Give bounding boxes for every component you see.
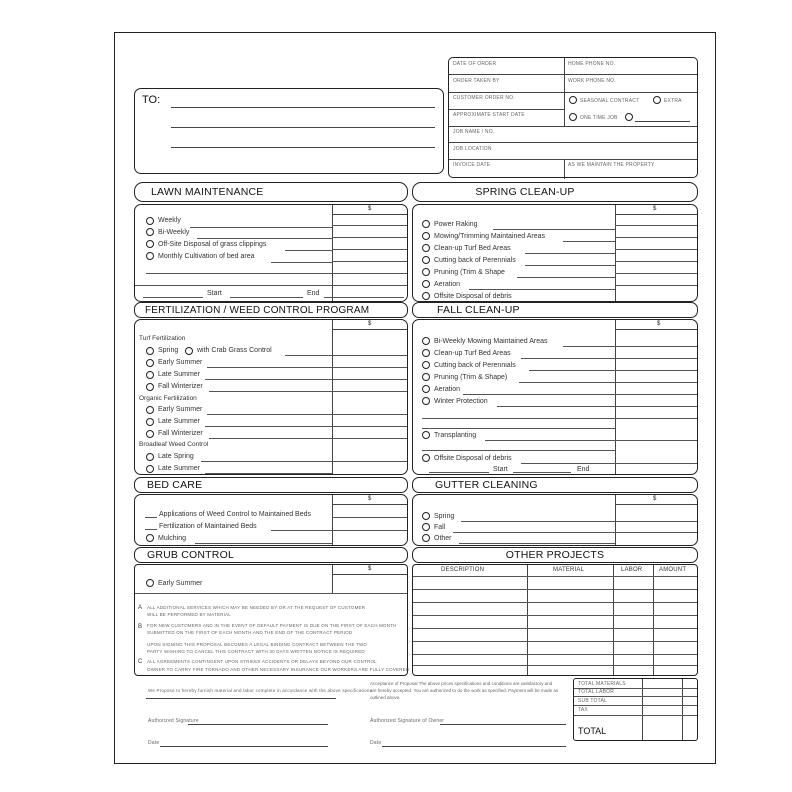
fertilization-title: FERTILIZATION / WEED CONTROL PROGRAM [145,304,370,316]
broadleaf-label: Broadleaf Weed Control [139,441,209,448]
organic-fall-label: Fall Winterizer [158,430,203,437]
bed-care-header [134,477,408,493]
term-c-line-1: ALL AGREEMENTS CONTINGENT UPON STRIKES ACCIDENTS OR DELAYS BEYOND OUR CONTROL [147,659,377,664]
fall-start-label: Start [493,466,508,473]
spring-item-6-checkbox[interactable] [422,292,430,300]
term-b-line-2: SUBMITTED ON THE FIRST OF EACH MONTH AND THE END OF THE CONTRACT PERIOD [147,630,353,635]
term-a-marker: A [138,605,143,611]
owner-signature-label: Authorized Signature of Owner [370,718,445,724]
grub-early-summer-label: Early Summer [158,580,203,587]
lawn-currency: $ [368,206,372,212]
fall-item-3-label: Pruning (Trim & Shape) [434,374,508,381]
col-description: DESCRIPTION [441,567,485,573]
seasonal-contract-label: SEASONAL CONTRACT [580,98,640,104]
customer-order-label: CUSTOMER ORDER NO. [453,95,515,101]
fall-offsite-label: Offsite Disposal of debris [434,455,512,462]
organic-early-summer-checkbox[interactable] [146,406,154,414]
organic-fert-label: Organic Fertilization [139,395,197,402]
spring-cleanup-box [412,204,698,302]
spring-item-5-checkbox[interactable] [422,280,430,288]
lawn-maintenance-header [134,182,408,202]
organic-late-summer-checkbox[interactable] [146,418,154,426]
spring-cleanup-header [412,182,698,202]
job-location-label: JOB LOCATION [453,146,492,152]
spring-item-0-label: Power Raking [434,221,478,228]
total-label: TOTAL [578,726,607,736]
extra-label: EXTRA [664,98,682,104]
seasonal-contract-checkbox[interactable] [569,96,577,104]
offsite-disposal-label: Off-Site Disposal of grass clippings [158,241,267,248]
one-time-job-checkbox-2[interactable] [625,113,633,121]
spring-item-3-checkbox[interactable] [422,256,430,264]
fall-currency: $ [657,321,661,327]
mulching-checkbox[interactable] [146,534,154,542]
grub-header [134,547,408,563]
term-c-line-2: OWNER TO CARRY FIRE TORNADO AND OTHER NECESSARY INSURANCE OUR WORKERS ARE FULLY COVERED [147,667,410,672]
spring-cleanup-title: SPRING CLEAN-UP [475,186,575,198]
spring-item-6-label: Offsite Disposal of debris [434,293,512,300]
fertilization-box [134,319,408,475]
fert-currency: $ [368,321,372,327]
monthly-cultivation-label: Monthly Cultivation of bed area [158,253,255,260]
grub-box [134,564,408,676]
fall-item-0-checkbox[interactable] [422,337,430,345]
lawn-end-label: End [307,290,320,297]
order-taken-by-label: ORDER TAKEN BY [453,78,500,84]
bed-fert-label: Fertilization of Maintained Beds [159,523,257,530]
fall-item-5-checkbox[interactable] [422,397,430,405]
weekly-label: Weekly [158,217,181,224]
bi-weekly-checkbox[interactable] [146,228,154,236]
gutter-currency: $ [653,496,657,502]
gutter-other-label: Other [434,535,452,542]
spring-fert-label: Spring [158,347,179,354]
turf-fall-label: Fall Winterizer [158,383,203,390]
to-line-2[interactable] [171,127,435,128]
gutter-other-checkbox[interactable] [422,534,430,542]
fall-item-2-checkbox[interactable] [422,361,430,369]
order-info-box [448,57,698,178]
fall-item-4-checkbox[interactable] [422,385,430,393]
bed-currency: $ [368,496,372,502]
owner-signature-line[interactable] [440,724,566,725]
term-b-marker: B [138,624,143,630]
date-label-2: Date [370,740,382,746]
to-line-1[interactable] [171,107,435,108]
date-of-order-label: DATE OF ORDER [453,61,497,67]
col-labor: LABOR [621,567,643,573]
term-b-line-4: PARTY WISHING TO CANCEL THIS CONTRACT WITH 30 DAYS WRITTEN NOTICE IS REQUIRED [147,649,365,654]
work-phone-label: WORK PHONE NO. [568,78,616,84]
organic-fall-checkbox[interactable] [146,430,154,438]
job-name-label: JOB NAME / NO. [453,129,495,135]
organic-late-summer-label: Late Summer [158,418,201,425]
total-materials-label: TOTAL MATERIALS [578,681,626,687]
date-line-1[interactable] [160,746,328,747]
spring-item-4-checkbox[interactable] [422,268,430,276]
gutter-spring-checkbox[interactable] [422,512,430,520]
fall-item-1-label: Clean-up Turf Bed Areas [434,350,511,357]
total-labor-label: TOTAL LABOR [578,689,615,695]
fall-end-label: End [577,466,590,473]
spring-item-2-label: Clean-up Turf Bed Areas [434,245,511,252]
home-phone-label: HOME PHONE NO. [568,61,616,67]
lawn-maintenance-box [134,204,408,302]
spring-currency: $ [653,206,657,212]
acceptance-text: Acceptance of Proposal The above prices specifications and conditions are satisfactory and are hereby accepted. You are authorized to do the work as specified. Payment will be made as outlined above. [370,681,559,700]
broadleaf-late-spring-checkbox[interactable] [146,453,154,461]
term-b-line-3: UPON SIGNING THIS PROPOSAL BECOMES A LEGAL BINDING CONTRACT BETWEEN THE TWO [147,642,368,647]
to-line-3[interactable] [171,147,435,148]
gutter-fall-checkbox[interactable] [422,523,430,531]
fall-item-3-checkbox[interactable] [422,373,430,381]
one-time-job-label: ONE TIME JOB [580,115,618,121]
fall-item-1-checkbox[interactable] [422,349,430,357]
turf-fert-label: Turf Fertilization [139,335,186,342]
extra-checkbox[interactable] [653,96,661,104]
grub-title: GRUB CONTROL [147,549,234,561]
turf-late-summer-checkbox[interactable] [146,371,154,379]
gutter-header [412,477,698,493]
turf-early-summer-label: Early Summer [158,359,203,366]
lawn-maintenance-title: LAWN MAINTENANCE [151,186,264,198]
crab-grass-label: with Crab Grass Control [197,347,272,354]
date-line-2[interactable] [382,746,566,747]
date-label-1: Date [148,740,160,746]
spring-item-2-checkbox[interactable] [422,244,430,252]
maintain-property-label: AS WE MAINTAIN THE PROPERTY [568,162,655,168]
turf-fall-checkbox[interactable] [146,383,154,391]
auth-signature-line[interactable] [188,724,328,725]
term-c-marker: C [138,659,143,665]
other-projects-header [412,547,698,563]
monthly-cultivation-checkbox[interactable] [146,252,154,260]
bed-care-box [134,494,408,546]
start-date-label: APPROXIMATE START DATE [453,112,525,118]
other-projects-title: OTHER PROJECTS [505,549,605,561]
gutter-title: GUTTER CLEANING [435,479,538,491]
offsite-disposal-checkbox[interactable] [146,240,154,248]
grub-early-summer-checkbox[interactable] [146,579,154,587]
grub-currency: $ [368,566,372,572]
invoice-date-label: INVOICE DATE [453,162,491,168]
spring-item-4-label: Pruning (Trim & Shape [434,269,505,276]
fertilization-header [134,302,408,318]
bi-weekly-label: Bi-Weekly [158,229,190,236]
transplanting-checkbox[interactable] [422,431,430,439]
fall-item-4-label: Aeration [434,386,461,393]
gutter-box [412,494,698,546]
fall-item-5-label: Winter Protection [434,398,488,405]
sub-total-label: SUB TOTAL [578,698,608,704]
fall-item-2-label: Cutting back of Perennials [434,362,516,369]
broadleaf-late-summer-checkbox[interactable] [146,465,154,473]
fall-offsite-checkbox[interactable] [422,454,430,462]
crab-grass-checkbox[interactable] [185,347,193,355]
gutter-fall-label: Fall [434,524,446,531]
other-projects-box [412,564,698,676]
bed-weed-label: Applications of Weed Control to Maintained Beds [159,511,312,518]
lawn-start-label: Start [207,290,222,297]
fall-cleanup-box [412,319,698,475]
col-material: MATERIAL [553,567,585,573]
spring-item-1-checkbox[interactable] [422,232,430,240]
auth-signature-label: Authorized Signature [148,718,199,724]
broadleaf-late-summer-label: Late Summer [158,465,201,472]
bed-care-title: BED CARE [147,479,203,491]
fall-cleanup-title: FALL CLEAN-UP [437,304,520,316]
organic-early-summer-label: Early Summer [158,406,203,413]
proposal-note: We Propose to hereby furnish material and labor complete in accordance with the above specifications [148,688,373,693]
weekly-checkbox[interactable] [146,217,154,225]
to-label: TO: [142,94,161,106]
broadleaf-late-spring-label: Late Spring [158,453,194,460]
spring-item-3-label: Cutting back of Perennials [434,257,516,264]
tax-label: TAX [578,707,588,713]
spring-fert-checkbox[interactable] [146,347,154,355]
fall-item-0-label: Bi-Weekly Mowing Maintained Areas [434,338,548,345]
totals-box [573,678,698,741]
term-a-line-1: ALL ADDITIONAL SERVICES WHICH MAY BE NEEDED BY OR AT THE REQUEST OF CUSTOMER [147,605,366,610]
term-a-line-2: WILL BE PERFORMED BY MATERIAL [147,612,231,617]
spring-item-1-label: Mowing/Trimming Maintained Areas [434,233,546,240]
turf-early-summer-checkbox[interactable] [146,359,154,367]
turf-late-summer-label: Late Summer [158,371,201,378]
col-amount: AMOUNT [659,567,687,573]
spring-item-5-label: Aeration [434,281,461,288]
mulching-label: Mulching [158,535,187,542]
gutter-spring-label: Spring [434,513,455,520]
transplanting-label: Transplanting [434,432,477,439]
fall-cleanup-header [412,302,698,318]
one-time-job-checkbox[interactable] [569,113,577,121]
spring-item-0-checkbox[interactable] [422,220,430,228]
term-b-line-1: FOR NEW CUSTOMERS AND IN THE EVENT OF DEFAULT PAYMENT IS DUE ON THE FIRST OF EACH MONTH [147,623,397,628]
to-box [134,88,444,174]
